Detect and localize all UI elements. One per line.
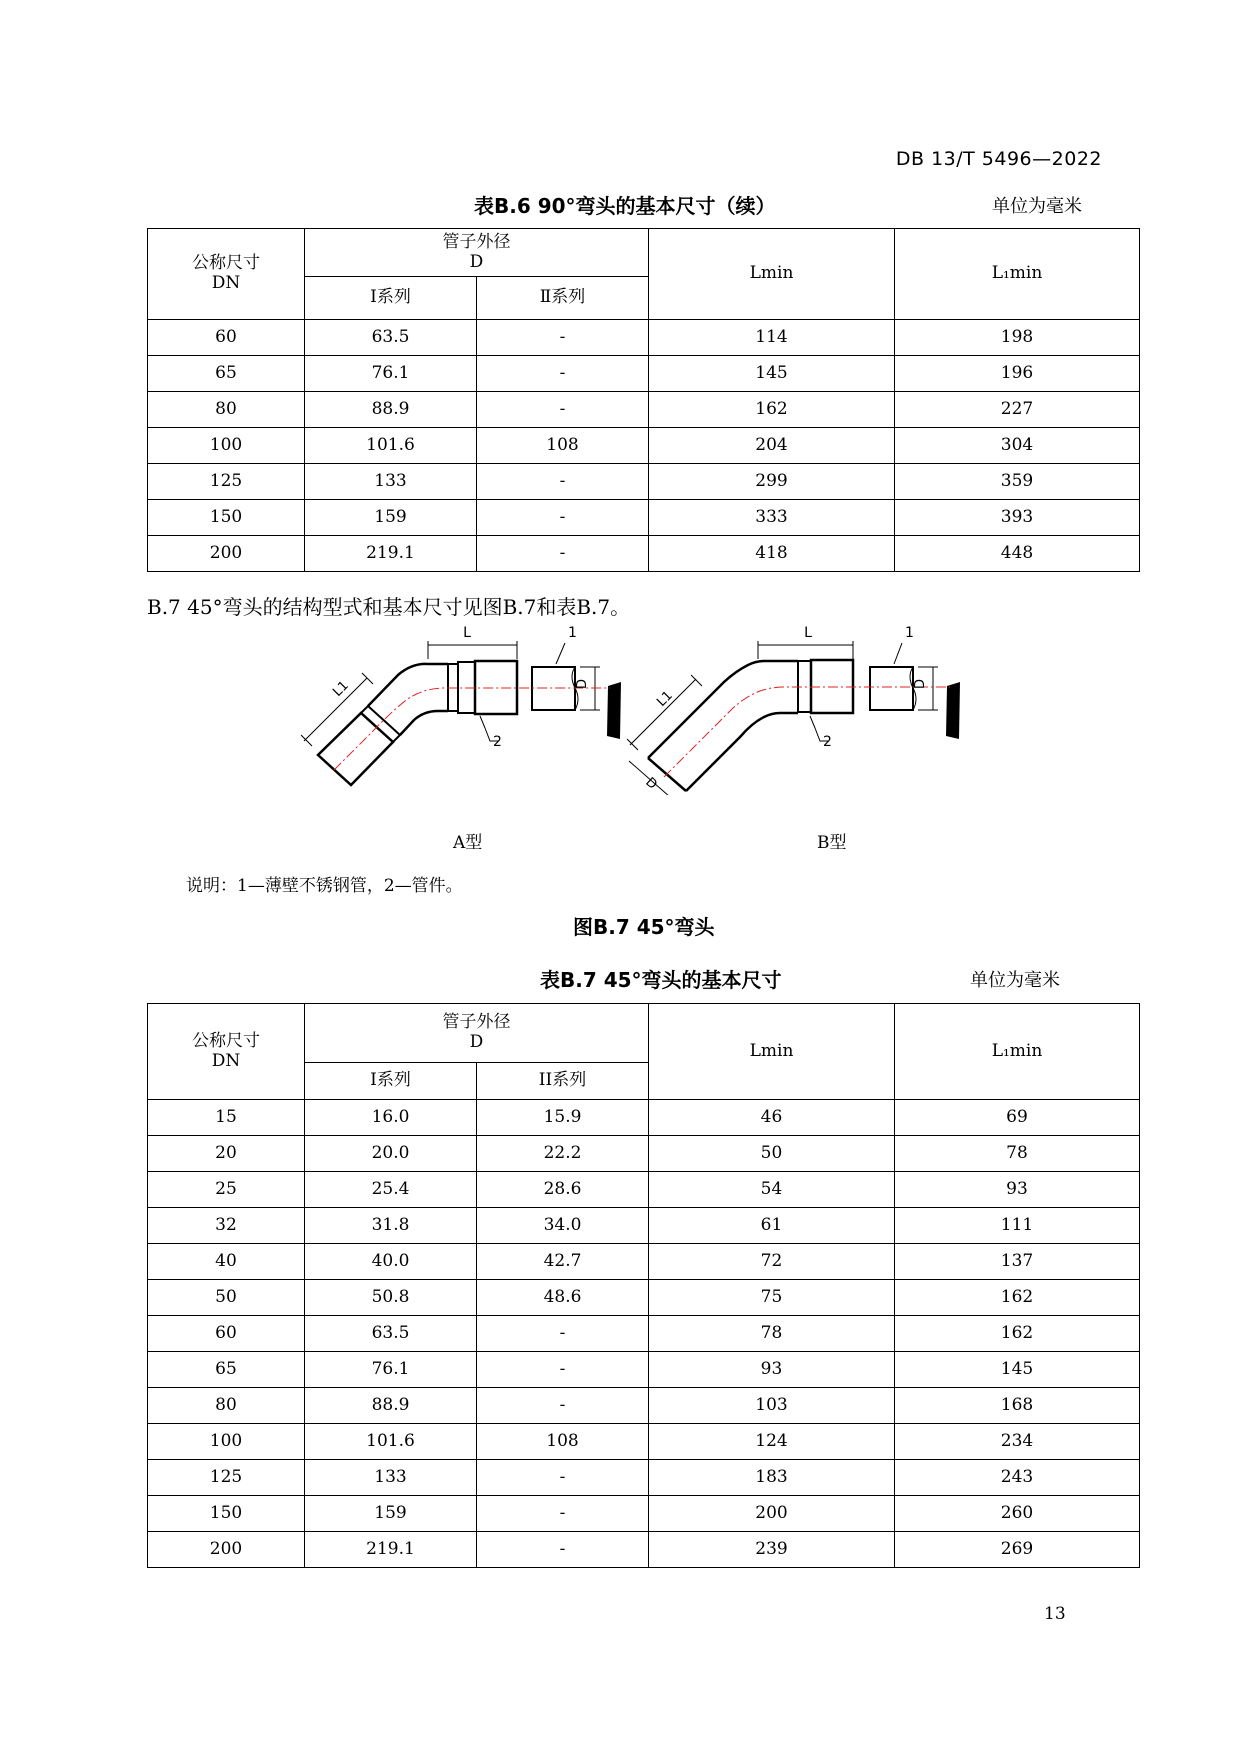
table-b7-caption: 表B.7 45°弯头的基本尺寸 (540, 968, 782, 992)
table-b7 (147, 1003, 1140, 1568)
standard-id: DB 13/T 5496—2022 (895, 148, 1102, 170)
table-row (148, 1316, 1140, 1352)
table-row (148, 500, 1140, 536)
table-cell: 78 (895, 1136, 1140, 1172)
header-l1min: L₁min (895, 229, 1140, 320)
label-1-b: 1 (905, 625, 914, 641)
table-cell: 101.6 (305, 1424, 477, 1460)
header-lmin: Lmin (649, 229, 895, 320)
table-cell: 260 (895, 1496, 1140, 1532)
label-l-b: L (804, 625, 812, 641)
table-cell: 54 (649, 1172, 895, 1208)
table-cell: 393 (895, 500, 1140, 536)
label-l-a: L (463, 625, 471, 641)
elbow-type-b (627, 641, 960, 795)
table-cell: 48.6 (477, 1280, 649, 1316)
table-cell: 269 (895, 1532, 1140, 1568)
table-row (148, 1100, 1140, 1136)
header-series-2: Ⅱ系列 (477, 277, 649, 320)
table-cell: 168 (895, 1388, 1140, 1424)
table-cell: 133 (305, 1460, 477, 1496)
table-cell: 124 (649, 1424, 895, 1460)
table-cell: 75 (649, 1280, 895, 1316)
table-row (148, 1460, 1140, 1496)
table-cell: 80 (148, 392, 305, 428)
table-cell: 93 (895, 1172, 1140, 1208)
table-cell: 50.8 (305, 1280, 477, 1316)
table-cell: 162 (649, 392, 895, 428)
header-dn: 公称尺寸 DN (148, 229, 305, 320)
table-cell: 162 (895, 1280, 1140, 1316)
label-d-b2: D (642, 774, 660, 793)
page-number: 13 (1044, 1604, 1066, 1624)
table-cell: 159 (305, 500, 477, 536)
table-cell: 125 (148, 464, 305, 500)
table-cell: 100 (148, 428, 305, 464)
table-cell: 299 (649, 464, 895, 500)
table-cell: 50 (649, 1136, 895, 1172)
table-row (148, 1388, 1140, 1424)
elbow-type-a (301, 641, 621, 785)
figure-note: 说明：1—薄壁不锈钢管，2—管件。 (186, 876, 463, 896)
table-cell: 31.8 (305, 1208, 477, 1244)
table-cell: 20.0 (305, 1136, 477, 1172)
header-l1min: L₁min (895, 1004, 1140, 1100)
table-cell: - (477, 1352, 649, 1388)
label-l1-a: L1 (330, 678, 352, 700)
table-cell: - (477, 464, 649, 500)
table-cell: 42.7 (477, 1244, 649, 1280)
table-b7-unit: 单位为毫米 (970, 970, 1060, 991)
table-cell: 22.2 (477, 1136, 649, 1172)
table-cell: 88.9 (305, 1388, 477, 1424)
table-cell: 125 (148, 1460, 305, 1496)
table-row (148, 1244, 1140, 1280)
table-cell: 150 (148, 1496, 305, 1532)
table-b6-unit: 单位为毫米 (992, 196, 1082, 217)
table-cell: 304 (895, 428, 1140, 464)
table-cell: 103 (649, 1388, 895, 1424)
table-cell: 20 (148, 1136, 305, 1172)
table-row (148, 356, 1140, 392)
table-cell: 333 (649, 500, 895, 536)
table-row (148, 1532, 1140, 1568)
table-cell: 80 (148, 1388, 305, 1424)
table-cell: 65 (148, 356, 305, 392)
table-cell: 239 (649, 1532, 895, 1568)
table-cell: 60 (148, 320, 305, 356)
table-b6-caption: 表B.6 90°弯头的基本尺寸（续） (474, 194, 776, 218)
table-cell: 34.0 (477, 1208, 649, 1244)
table-row (148, 536, 1140, 572)
figure-type-b-label: B型 (817, 833, 847, 853)
table-row (148, 1280, 1140, 1316)
table-cell: 16.0 (305, 1100, 477, 1136)
figure-b7-caption: 图B.7 45°弯头 (573, 915, 715, 939)
table-cell: - (477, 536, 649, 572)
table-row (148, 1136, 1140, 1172)
table-cell: 183 (649, 1460, 895, 1496)
table-cell: 200 (649, 1496, 895, 1532)
table-cell: - (477, 356, 649, 392)
table-cell: 108 (477, 428, 649, 464)
label-l1-b: L1 (654, 688, 676, 710)
table-row (148, 1172, 1140, 1208)
table-b6 (147, 228, 1140, 572)
table-cell: 162 (895, 1316, 1140, 1352)
table-cell: 108 (477, 1424, 649, 1460)
label-2-b: 2 (823, 734, 832, 750)
table-cell: 65 (148, 1352, 305, 1388)
table-cell: 25.4 (305, 1172, 477, 1208)
table-cell: 227 (895, 392, 1140, 428)
table-cell: 198 (895, 320, 1140, 356)
table-cell: - (477, 1460, 649, 1496)
table-cell: 204 (649, 428, 895, 464)
table-cell: 76.1 (305, 356, 477, 392)
table-row (148, 1208, 1140, 1244)
table-cell: 60 (148, 1316, 305, 1352)
table-cell: - (477, 320, 649, 356)
table-cell: 448 (895, 536, 1140, 572)
table-cell: 69 (895, 1100, 1140, 1136)
header-series-2: II系列 (477, 1063, 649, 1100)
table-cell: 63.5 (305, 320, 477, 356)
header-outer-diameter: 管子外径 D (305, 229, 649, 277)
section-b7-text: B.7 45°弯头的结构型式和基本尺寸见图B.7和表B.7。 (147, 595, 631, 619)
figure-b7-drawing (290, 615, 970, 795)
table-cell: 72 (649, 1244, 895, 1280)
table-cell: 25 (148, 1172, 305, 1208)
table-cell: 145 (649, 356, 895, 392)
table-cell: 28.6 (477, 1172, 649, 1208)
table-cell: 200 (148, 536, 305, 572)
label-d-b: D (913, 678, 928, 689)
table-cell: 196 (895, 356, 1140, 392)
table-row (148, 428, 1140, 464)
table-row (148, 1352, 1140, 1388)
table-cell: 15.9 (477, 1100, 649, 1136)
table-cell: - (477, 1532, 649, 1568)
header-series-1: I系列 (305, 277, 477, 320)
table-cell: 114 (649, 320, 895, 356)
table-cell: 40 (148, 1244, 305, 1280)
table-cell: 159 (305, 1496, 477, 1532)
table-cell: 219.1 (305, 1532, 477, 1568)
table-cell: 243 (895, 1460, 1140, 1496)
table-cell: - (477, 500, 649, 536)
header-dn: 公称尺寸 DN (148, 1004, 305, 1100)
header-outer-diameter: 管子外径 D (305, 1004, 649, 1063)
table-cell: 40.0 (305, 1244, 477, 1280)
table-cell: 133 (305, 464, 477, 500)
table-cell: - (477, 1496, 649, 1532)
table-row (148, 320, 1140, 356)
table-cell: 88.9 (305, 392, 477, 428)
table-cell: 145 (895, 1352, 1140, 1388)
table-cell: 100 (148, 1424, 305, 1460)
table-row (148, 392, 1140, 428)
table-cell: - (477, 1316, 649, 1352)
table-cell: 50 (148, 1280, 305, 1316)
table-cell: 359 (895, 464, 1140, 500)
figure-type-a-label: A型 (453, 833, 483, 853)
table-cell: 46 (649, 1100, 895, 1136)
table-cell: 111 (895, 1208, 1140, 1244)
table-cell: 32 (148, 1208, 305, 1244)
table-cell: 418 (649, 536, 895, 572)
table-cell: 63.5 (305, 1316, 477, 1352)
header-lmin: Lmin (649, 1004, 895, 1100)
label-1-a: 1 (568, 625, 577, 641)
table-row (148, 1424, 1140, 1460)
table-cell: 137 (895, 1244, 1140, 1280)
label-d-a: D (575, 678, 590, 689)
label-2-a: 2 (493, 734, 502, 750)
header-series-1: I系列 (305, 1063, 477, 1100)
table-cell: 101.6 (305, 428, 477, 464)
table-cell: 234 (895, 1424, 1140, 1460)
table-cell: 200 (148, 1532, 305, 1568)
table-cell: 150 (148, 500, 305, 536)
table-cell: 61 (649, 1208, 895, 1244)
table-row (148, 464, 1140, 500)
table-cell: 76.1 (305, 1352, 477, 1388)
table-cell: 15 (148, 1100, 305, 1136)
table-cell: 93 (649, 1352, 895, 1388)
table-cell: - (477, 1388, 649, 1424)
table-cell: 78 (649, 1316, 895, 1352)
table-cell: 219.1 (305, 536, 477, 572)
table-row (148, 1496, 1140, 1532)
table-cell: - (477, 392, 649, 428)
